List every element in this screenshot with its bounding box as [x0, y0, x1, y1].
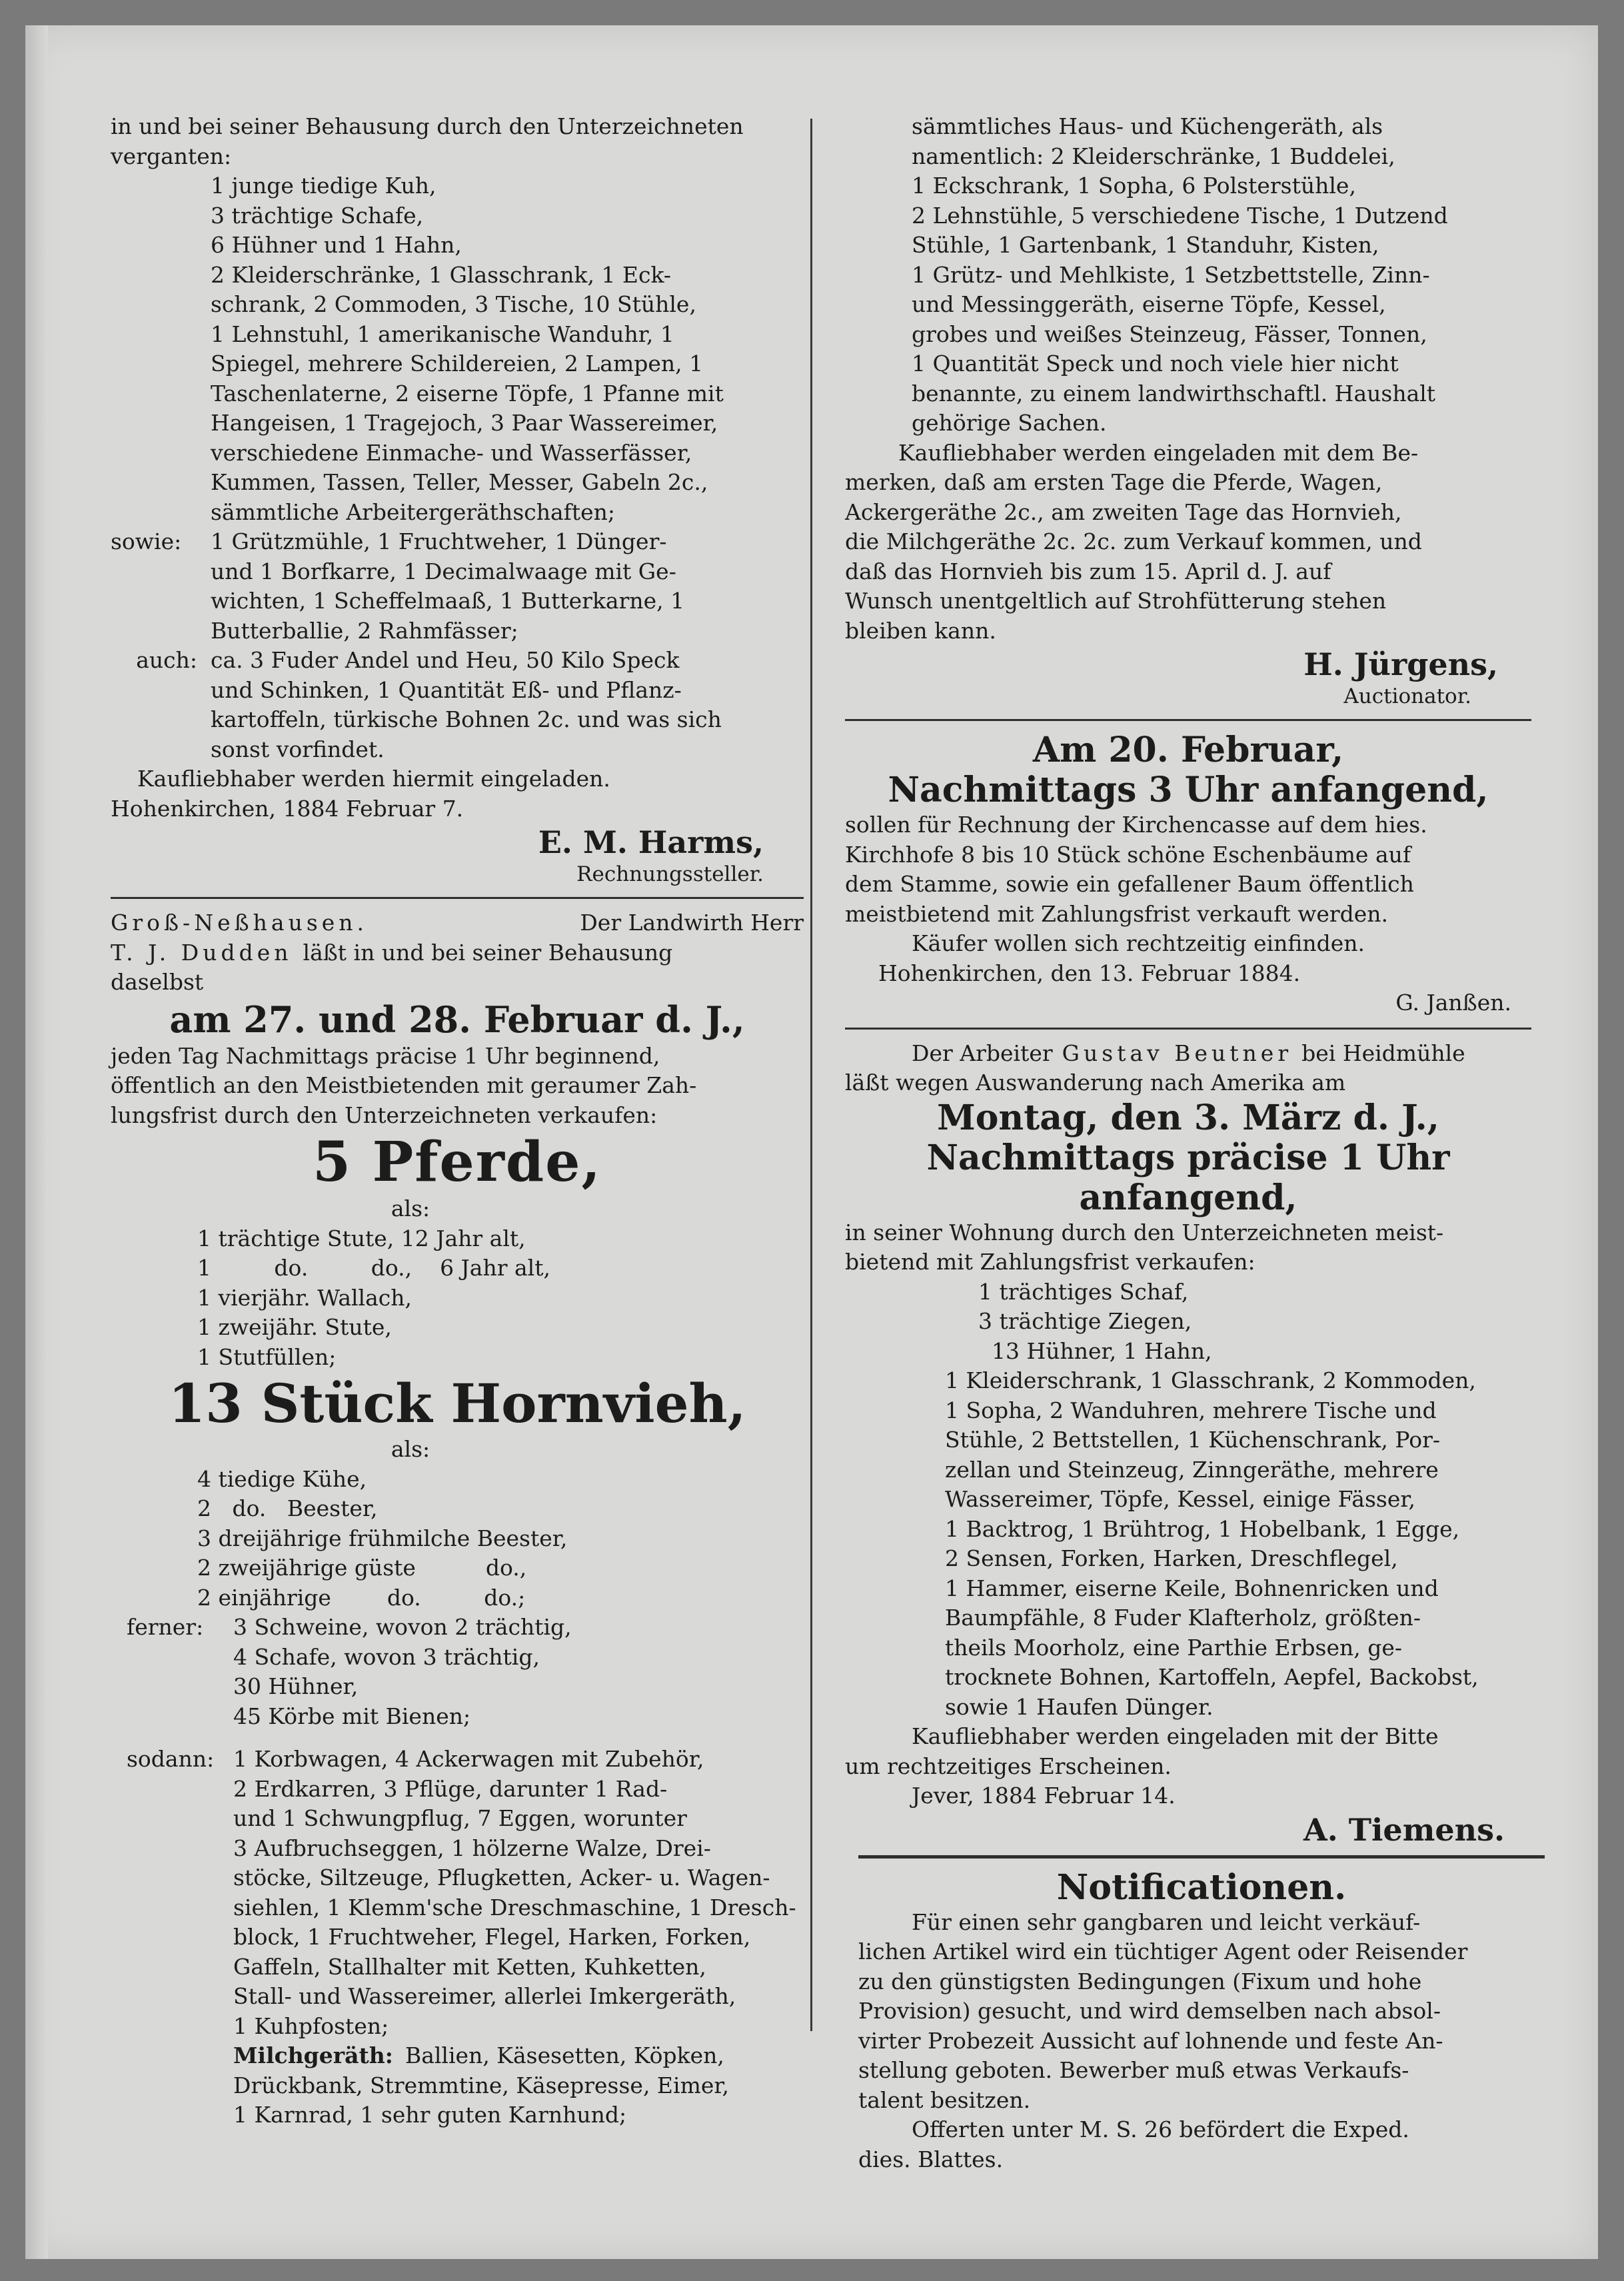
list-item: 1 Grützmühle, 1 Fruchtweher, 1 Dünger- [211, 528, 667, 554]
sowie-label: sowie: [111, 528, 182, 554]
list-item: trocknete Bohnen, Kartoffeln, Aepfel, Backobst, [945, 1664, 1479, 1690]
list-item: block, 1 Fruchtweher, Flegel, Harken, Forken, [233, 1924, 751, 1950]
text-fragment: Der Arbeiter [912, 1040, 1053, 1066]
list-item: 1 vierjähr. Wallach, [197, 1284, 412, 1311]
list-item: und 1 Borfkarre, 1 Decimalwaage mit Ge- [211, 558, 676, 584]
signature: G. Janßen. [1395, 990, 1511, 1016]
text-line: zu den günstigsten Bedingungen (Fixum und hohe [858, 1968, 1422, 1994]
text-line: bietend mit Zahlungsfrist verkaufen: [845, 1249, 1255, 1275]
text-line: lichen Artikel wird ein tüchtiger Agent oder Reisender [858, 1938, 1468, 1964]
text-line: läßt wegen Auswanderung nach Amerika am [845, 1070, 1346, 1096]
list-item: 1 do. do., 6 Jahr alt, [197, 1255, 550, 1281]
list-item: grobes und weißes Steinzeug, Fässer, Tonnen, [912, 321, 1427, 347]
list-item: 3 trächtige Ziegen, [978, 1308, 1192, 1334]
text-line: talent besitzen. [858, 2086, 1031, 2113]
ad-kirchencasse [825, 730, 1531, 1018]
list-item: und 1 Schwungpflug, 7 Eggen, worunter [233, 1805, 687, 1831]
list-item: 2 Erdkarren, 3 Pflüge, darunter 1 Rad- [233, 1775, 668, 1802]
text-fragment: Ballien, Käsesetten, Köpken, [405, 2042, 724, 2068]
auction-dates: am 27. und 28. Februar d. J., [169, 998, 745, 1041]
list-item: 45 Körbe mit Bienen; [233, 1703, 471, 1729]
text-line: dies. Blattes. [858, 2146, 1004, 2172]
list-item: 3 Aufbruchseggen, 1 hölzerne Walze, Drei- [233, 1835, 711, 1861]
list-item: 2 Lehnstühle, 5 verschiedene Tische, 1 Dutzend [912, 202, 1448, 229]
list-item: 6 Hühner und 1 Hahn, [211, 232, 462, 258]
list-item: 30 Hühner, [233, 1673, 359, 1699]
als-label: als: [391, 1195, 430, 1221]
auction-time: Nachmittags präcise 1 Uhr anfangend, [926, 1137, 1450, 1218]
list-item: 1 trächtiges Schaf, [978, 1278, 1189, 1305]
text-line: merken, daß am ersten Tage die Pferde, Wagen, [845, 469, 1383, 495]
invitation: Kaufliebhaber werden hiermit eingeladen. [137, 766, 610, 792]
list-item: 1 Quantität Speck und noch viele hier nicht [912, 351, 1399, 377]
place-date: Hohenkirchen, 1884 Februar 7. [111, 795, 464, 822]
list-item: stöcke, Siltzeuge, Pflugketten, Acker- u. Wagen- [233, 1865, 770, 1891]
newspaper-page [25, 25, 1598, 2259]
list-item: 1 Korbwagen, 4 Ackerwagen mit Zubehör, [233, 1746, 704, 1772]
list-item: 1 Karnrad, 1 sehr guten Karnhund; [233, 2102, 627, 2128]
cattle-list [111, 1465, 804, 1613]
notifications-section [825, 1868, 1545, 2175]
list-item: Stühle, 1 Gartenbank, 1 Standuhr, Kisten, [912, 232, 1379, 258]
auch-label: auch: [136, 647, 197, 673]
text-line: daß das Hornvieh bis zum 15. April d. J. auf [845, 558, 1331, 584]
list-item: wichten, 1 Scheffelmaaß, 1 Butterkarne, 1 [211, 588, 685, 614]
text-line: öffentlich an den Meistbietenden mit geraumer Zah- [111, 1072, 697, 1098]
animals-list [845, 1277, 1531, 1367]
ad-harms [111, 112, 804, 888]
text-fragment: bei Heidmühle [1301, 1040, 1465, 1066]
list-item: verschiedene Einmache- und Wasserfässer, [211, 439, 692, 466]
ferner-block [111, 1613, 804, 1731]
auction-time: Nachmittags 3 Uhr anfangend, [888, 770, 1489, 810]
list-item: 4 tiedige Kühe, [197, 1465, 367, 1492]
list-item: 1 Sopha, 2 Wanduhren, mehrere Tische und [945, 1397, 1437, 1423]
list-item: Hangeisen, 1 Tragejoch, 3 Paar Wassereimer, [211, 410, 718, 436]
auch-block [111, 646, 804, 764]
text-line: Kirchhofe 8 bis 10 Stück schöne Eschenbäume auf [845, 841, 1411, 868]
milk-equipment-label: Milchgeräth: [233, 2042, 393, 2068]
signature-title: Rechnungssteller. [576, 862, 764, 886]
text-line: stellung geboten. Bewerber muß etwas Verkaufs- [858, 2057, 1409, 2083]
text-line [111, 908, 804, 938]
list-item: kartoffeln, türkische Bohnen 2c. und was sich [211, 706, 722, 732]
list-item: 1 zweijähr. Stute, [197, 1314, 392, 1340]
list-item: 3 Schweine, wovon 2 trächtig, [233, 1614, 572, 1640]
list-item: Drückbank, Stremmtine, Käsepresse, Eimer, [233, 2072, 730, 2098]
text-line: die Milchgeräthe 2c. 2c. zum Verkauf kommen, und [845, 528, 1422, 554]
text-line: virter Probezeit Aussicht auf lohnende und feste An- [858, 2027, 1443, 2054]
list-item: namentlich: 2 Kleiderschränke, 1 Buddelei, [912, 143, 1395, 169]
section-separator [858, 1855, 1545, 1859]
list-item: 2 do. Beester, [197, 1495, 378, 1521]
invitation: Kaufliebhaber werden eingeladen mit der Bitte [912, 1723, 1439, 1749]
place-date: Jever, 1884 Februar 14. [912, 1783, 1176, 1809]
list-item: ca. 3 Fuder Andel und Heu, 50 Kilo Speck [211, 647, 680, 673]
ad-dudden [111, 908, 804, 2130]
text-line: jeden Tag Nachmittags präcise 1 Uhr beginnend, [111, 1042, 660, 1069]
item-list [111, 171, 804, 527]
list-item: Baumpfähle, 8 Fuder Klafterholz, größten- [945, 1605, 1421, 1631]
list-item: 2 Sensen, Forken, Harken, Dreschflegel, [945, 1545, 1398, 1571]
text-line: Offerten unter M. S. 26 befördert die Exped. [912, 2116, 1409, 2142]
text-line: verganten: [111, 143, 232, 169]
household-goods-list [825, 112, 1531, 438]
left-column [111, 112, 804, 2130]
ad-separator [111, 897, 804, 899]
text-line [845, 1039, 1531, 1069]
list-item: Butterballie, 2 Rahmfässer; [211, 617, 518, 644]
signature: H. Jürgens, [1303, 646, 1498, 682]
list-item: 1 Hammer, eiserne Keile, Bohnenricken und [945, 1575, 1439, 1601]
text-line: Ackergeräthe 2c., am zweiten Tage das Hornvieh, [845, 498, 1402, 525]
text-line: Wunsch unentgeltlich auf Strohfütterung stehen [845, 588, 1387, 614]
text-line: in und bei seiner Behausung durch den Unterzeichneten [111, 113, 744, 139]
text-line: dem Stamme, sowie ein gefallener Baum öffentlich [845, 871, 1414, 897]
ad-separator [845, 719, 1531, 721]
list-item: schrank, 2 Commoden, 3 Tische, 10 Stühle, [211, 291, 696, 317]
text-line: lungsfrist durch den Unterzeichneten verkaufen: [111, 1102, 658, 1128]
sodann-label: sodann: [127, 1746, 215, 1772]
list-item [233, 2041, 804, 2071]
text-line: daselbst [111, 969, 204, 995]
auction-date: Montag, den 3. März d. J., [937, 1097, 1439, 1138]
list-item: Wassereimer, Töpfe, Kessel, einige Fässer, [945, 1486, 1416, 1512]
list-item: 2 zweijährige güste do., [197, 1555, 527, 1581]
als-label: als: [391, 1436, 430, 1462]
signature: E. M. Harms, [538, 824, 764, 860]
list-item: 13 Hühner, 1 Hahn, [992, 1337, 1212, 1364]
person-name: T. J. Dudden [111, 939, 293, 966]
list-item: theils Moorholz, eine Parthie Erbsen, ge- [945, 1634, 1403, 1661]
list-item: 3 trächtige Schafe, [211, 202, 424, 229]
list-item: benannte, zu einem landwirthschaftl. Haushalt [912, 380, 1436, 406]
list-item: 1 trächtige Stute, 12 Jahr alt, [197, 1225, 526, 1251]
list-item: und Messinggeräth, eiserne Töpfe, Kessel, [912, 291, 1386, 317]
column-divider [810, 119, 812, 2031]
text-line: bleiben kann. [845, 617, 996, 644]
signature-title: Auctionator. [1343, 684, 1471, 708]
text-line: in seiner Wohnung durch den Unterzeichneten meist- [845, 1219, 1444, 1245]
horses-list [111, 1224, 804, 1373]
text-fragment: läßt in und bei seiner Behausung [303, 939, 673, 966]
signature: A. Tiemens. [1303, 1811, 1505, 1848]
list-item: 1 Kleiderschrank, 1 Glasschrank, 2 Kommoden, [945, 1367, 1476, 1393]
text-line: Provision) gesucht, und wird demselben nach absol- [858, 1998, 1441, 2024]
list-item: sonst vorfindet. [211, 736, 385, 762]
text-fragment: Der Landwirth Herr [580, 910, 804, 936]
list-item: 4 Schafe, wovon 3 trächtig, [233, 1643, 540, 1670]
sodann-block [111, 1745, 804, 2130]
notice-paragraph [825, 438, 1531, 646]
list-item: 1 Backtrog, 1 Brühtrog, 1 Hobelbank, 1 Egge, [945, 1515, 1460, 1542]
list-item: 1 Grütz- und Mehlkiste, 1 Setzbettstelle, Zinn- [912, 261, 1430, 288]
text-line: meistbietend mit Zahlungsfrist verkauft werden. [845, 900, 1389, 927]
list-item: Stühle, 2 Bettstellen, 1 Küchenschrank, Por- [945, 1427, 1441, 1453]
section-heading: Notificationen. [1056, 1867, 1347, 1908]
list-item: 3 dreijährige frühmilche Beester, [197, 1525, 568, 1551]
list-item: sowie 1 Haufen Dünger. [945, 1693, 1214, 1720]
ad-beutner [825, 1039, 1531, 1849]
list-item: und Schinken, 1 Quantität Eß- und Pflanz- [211, 676, 682, 703]
text-line: Käufer wollen sich rechtzeitig einfinden. [912, 930, 1365, 956]
person-name: Gustav Beutner [1062, 1040, 1293, 1066]
list-item: 1 Eckschrank, 1 Sopha, 6 Polsterstühle, [912, 173, 1356, 199]
place-name: Groß-Neßhausen. [111, 910, 369, 936]
list-item: 2 einjährige do. do.; [197, 1584, 526, 1611]
list-item: 1 junge tiedige Kuh, [211, 173, 436, 199]
list-item: Spiegel, mehrere Schildereien, 2 Lampen, 1 [211, 351, 704, 377]
list-item: 1 Lehnstuhl, 1 amerikanische Wanduhr, 1 [211, 321, 674, 347]
right-column [825, 112, 1531, 2174]
goods-list [845, 1366, 1531, 1722]
place-date: Hohenkirchen, den 13. Februar 1884. [878, 960, 1301, 986]
text-line: sollen für Rechnung der Kirchencasse auf dem hies. [845, 812, 1427, 838]
list-item: Taschenlaterne, 2 eiserne Töpfe, 1 Pfanne mit [211, 380, 724, 406]
list-item: Gaffeln, Stallhalter mit Ketten, Kuhketten, [233, 1953, 706, 1980]
text-line [111, 938, 804, 968]
list-item: 1 Stutfüllen; [197, 1343, 337, 1370]
list-item: siehlen, 1 Klemm'sche Dreschmaschine, 1 Dresch- [233, 1894, 796, 1920]
cattle-heading: 13 Stück Hornvieh, [168, 1372, 746, 1435]
ad-separator [845, 1028, 1531, 1030]
horses-heading: 5 Pferde, [313, 1130, 602, 1194]
list-item: sämmtliches Haus- und Küchengeräth, als [912, 113, 1383, 139]
ferner-label: ferner: [127, 1614, 204, 1640]
list-item: gehörige Sachen. [912, 410, 1107, 436]
invitation: um rechtzeitiges Erscheinen. [845, 1753, 1172, 1779]
list-item: Kummen, Tassen, Teller, Messer, Gabeln 2c., [211, 469, 708, 495]
list-item: 2 Kleiderschränke, 1 Glasschrank, 1 Eck- [211, 261, 672, 288]
page-gutter-shadow [25, 25, 48, 2259]
list-item: 1 Kuhpfosten; [233, 2012, 389, 2039]
list-item: Stall- und Wassereimer, allerlei Imkergeräth, [233, 1983, 736, 2009]
list-item: zellan und Steinzeug, Zinngeräthe, mehrere [945, 1456, 1439, 1483]
auction-date: Am 20. Februar, [1032, 730, 1344, 770]
text-line: Für einen sehr gangbaren und leicht verkäuf- [912, 1908, 1421, 1935]
sowie-block [111, 527, 804, 646]
text-line: Kaufliebhaber werden eingeladen mit dem Be- [898, 439, 1419, 466]
list-item: sämmtliche Arbeitergeräthschaften; [211, 498, 616, 525]
